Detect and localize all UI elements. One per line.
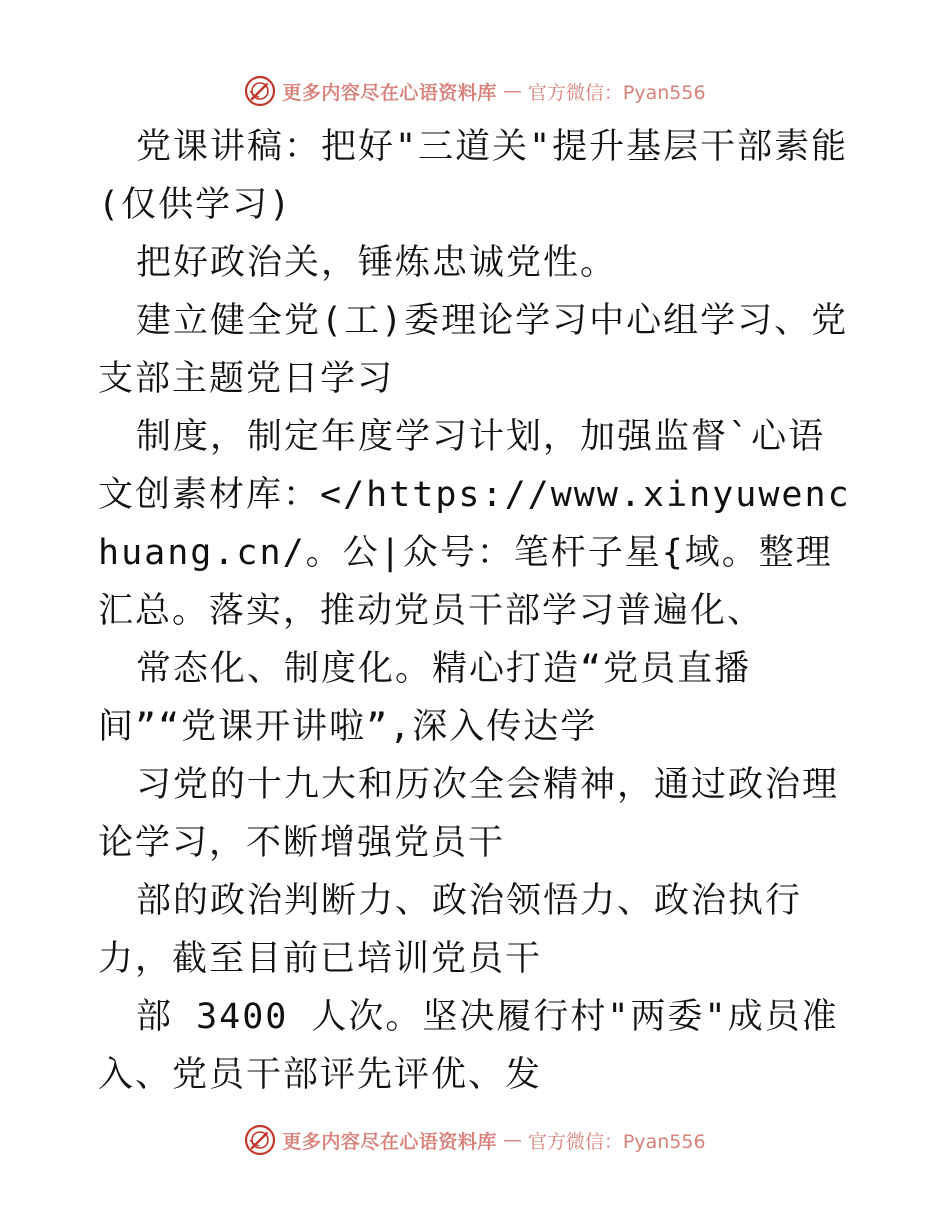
document-body [98, 118, 858, 1104]
doc-paragraph: 制度，制定年度学习计划，加强监督`心语文创素材库：</https://www.xinyuwenchuang.cn/。公|众号：笔杆子星{域。整理汇总。落实，推动党员干部学习普遍化、 [98, 417, 851, 631]
footer-brand-text: 更多内容尽在心语资料库 [282, 1130, 497, 1153]
header-separator: — [502, 80, 522, 102]
doc-paragraph: 部的政治判断力、政治领悟力、政治执行力，截至目前已培训党员干 [98, 881, 803, 979]
doc-title: 党课讲稿：把好"三道关"提升基层干部素能(仅供学习) [98, 127, 849, 225]
header-brand-text: 更多内容尽在心语资料库 [282, 81, 497, 104]
footer-banner [0, 1120, 950, 1160]
doc-paragraph: 建立健全党(工)委理论学习中心组学习、党支部主题党日学习 [98, 301, 849, 399]
header-account-text: 官方微信：Pyan556 [527, 81, 706, 104]
header-banner [0, 71, 950, 111]
doc-paragraph: 把好政治关，锤炼忠诚党性。 [136, 243, 618, 283]
footer-separator: — [502, 1129, 522, 1151]
footer-account-text: 官方微信：Pyan556 [527, 1130, 706, 1153]
brand-logo-icon [244, 75, 276, 107]
brand-logo-icon [244, 1124, 276, 1156]
doc-paragraph: 部 3400 人次。坚决履行村"两委"成员准入、党员干部评先评优、发 [98, 997, 839, 1095]
doc-paragraph: 习党的十九大和历次全会精神，通过政治理论学习，不断增强党员干 [98, 765, 840, 863]
doc-paragraph: 常态化、制度化。精心打造“党员直播间”“党课开讲啦”,深入传达学 [98, 649, 752, 747]
